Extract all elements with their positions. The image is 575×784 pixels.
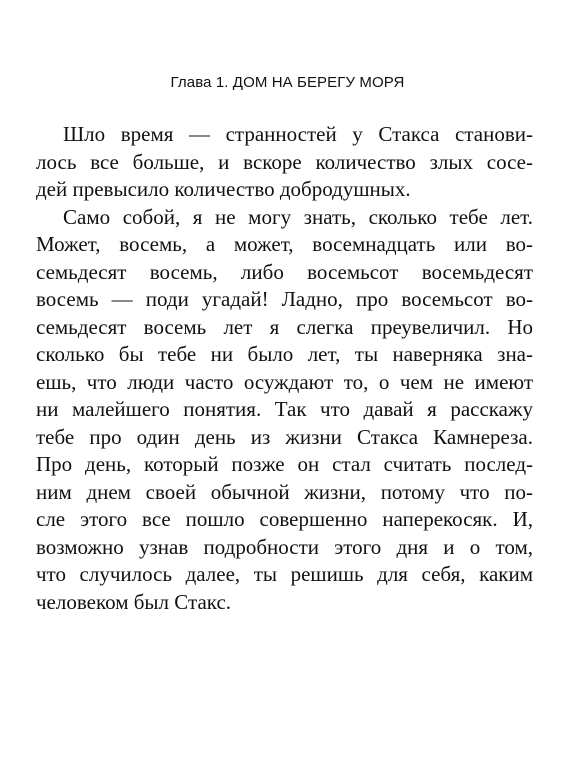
chapter-title: Глава 1. ДОМ НА БЕРЕГУ МОРЯ bbox=[170, 74, 405, 91]
text-line: ним днем своей обычной жизни, потому что по- bbox=[36, 479, 533, 504]
text-line: Само собой, я не могу знать, сколько тебе лет. bbox=[63, 204, 533, 229]
text-line: что случилось далее, ты решишь для себя, каким bbox=[36, 562, 533, 586]
text-line: человеком был Стакс. bbox=[36, 589, 232, 614]
text-line: Шло время — странностей у Стакса станови- bbox=[63, 122, 533, 146]
text-line: восемь — поди угадай! Ладно, про восемьсот во- bbox=[36, 287, 533, 311]
text-line: семьдесят восемь, либо восемьсот восемьдесят bbox=[36, 259, 533, 284]
text-line: тебе про один день из жизни Стакса Камнереза. bbox=[36, 424, 533, 449]
text-line: возможно узнав подробности этого дня и о том, bbox=[36, 534, 533, 559]
text-line: ешь, что люди часто осуждают то, о чем не имеют bbox=[36, 369, 533, 394]
text-line: сколько бы тебе ни было лет, ты наверняка зна- bbox=[36, 342, 533, 366]
text-line: лось все больше, и вскоре количество злых сосе- bbox=[36, 149, 533, 174]
paragraph bbox=[36, 121, 533, 204]
text-line: Может, восемь, а может, восемнадцать или во- bbox=[36, 232, 533, 256]
text-line: семьдесят восемь лет я слегка преувеличил. Но bbox=[36, 314, 533, 339]
body-text bbox=[36, 121, 533, 616]
text-line: дей превысило количество добродушных. bbox=[36, 177, 411, 201]
text-line: ни малейшего понятия. Так что давай я расскажу bbox=[36, 397, 533, 421]
text-line: Про день, который позже он стал считать послед- bbox=[36, 452, 533, 476]
text-line: сле этого все пошло совершенно наперекосяк. И, bbox=[36, 507, 533, 531]
paragraph bbox=[36, 204, 533, 617]
